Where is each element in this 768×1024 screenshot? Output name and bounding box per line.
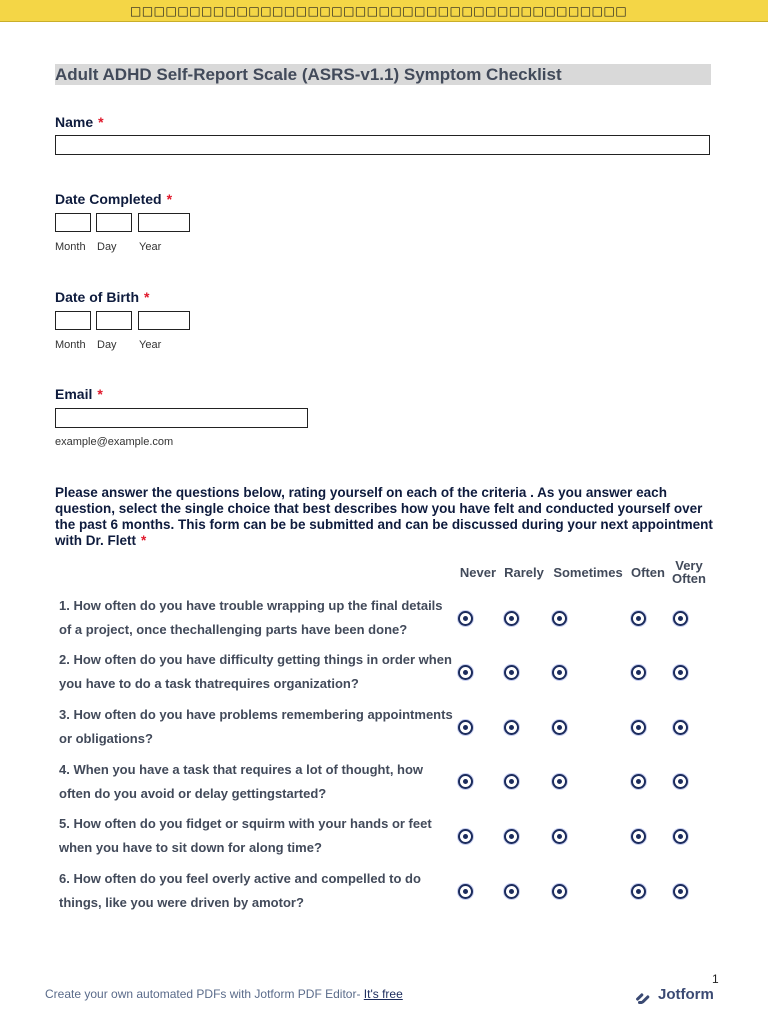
radio-very-often[interactable] xyxy=(673,665,688,680)
question-text: 5. How often do you fidget or squirm with your hands or feet when you have to sit down for along time? xyxy=(59,816,432,855)
column-header-never: Never xyxy=(459,565,497,580)
radio-rarely[interactable] xyxy=(504,665,519,680)
radio-never[interactable] xyxy=(458,665,473,680)
radio-very-often[interactable] xyxy=(673,829,688,844)
radio-very-often[interactable] xyxy=(673,774,688,789)
date-of-birth-label xyxy=(55,289,149,305)
radio-rarely[interactable] xyxy=(504,829,519,844)
column-header-very-often: Very Often xyxy=(672,558,706,586)
column-header-often: Often xyxy=(631,565,665,580)
jotform-logo-icon xyxy=(634,987,654,1005)
radio-often[interactable] xyxy=(631,884,646,899)
its-free-link[interactable]: It's free xyxy=(363,987,403,1001)
radio-often[interactable] xyxy=(631,665,646,680)
radio-sometimes[interactable] xyxy=(552,774,567,789)
question-text: 2. How often do you have difficulty getting things in order when you have to do a task thatrequires organization? xyxy=(59,652,452,691)
column-header-rarely: Rarely xyxy=(504,565,544,580)
question-text: 4. When you have a task that requires a lot of thought, how often do you avoid or delay gettingstarted? xyxy=(59,762,424,801)
radio-sometimes[interactable] xyxy=(552,611,567,626)
date-completed-label-text: Date Completed xyxy=(55,191,162,207)
date-of-birth-day-input[interactable] xyxy=(96,311,132,330)
date-completed-label xyxy=(55,191,172,207)
radio-often[interactable] xyxy=(631,829,646,844)
radio-never[interactable] xyxy=(458,611,473,626)
banner-text: □□□□□□□□□□□□□□□□□□□□□□□□□□□□□□□□□□□□□□□□□□ xyxy=(130,4,628,18)
date-of-birth-month-caption: Month xyxy=(55,339,86,351)
question-text: 6. How often do you feel overly active and compelled to do things, like you were driven by amotor? xyxy=(59,871,421,910)
top-banner xyxy=(0,0,768,22)
radio-never[interactable] xyxy=(458,884,473,899)
date-of-birth-label-text: Date of Birth xyxy=(55,289,139,305)
radio-very-often[interactable] xyxy=(673,611,688,626)
radio-sometimes[interactable] xyxy=(552,720,567,735)
radio-rarely[interactable] xyxy=(504,774,519,789)
radio-often[interactable] xyxy=(631,774,646,789)
date-completed-year-input[interactable] xyxy=(138,213,190,232)
email-label xyxy=(55,386,103,402)
name-input[interactable] xyxy=(55,135,710,155)
name-label-text: Name xyxy=(55,114,94,130)
date-completed-day-caption: Day xyxy=(97,241,117,253)
date-of-birth-year-input[interactable] xyxy=(138,311,190,330)
radio-very-often[interactable] xyxy=(673,884,688,899)
name-label xyxy=(55,114,104,130)
radio-often[interactable] xyxy=(631,611,646,626)
scale-instructions xyxy=(55,485,715,549)
question-text: 3. How often do you have problems remembering appointments or obligations? xyxy=(59,707,453,746)
required-marker: * xyxy=(166,191,173,207)
radio-very-often[interactable] xyxy=(673,720,688,735)
date-completed-month-caption: Month xyxy=(55,241,86,253)
date-of-birth-month-input[interactable] xyxy=(55,311,91,330)
instructions-text: Please answer the questions below, rating yourself on each of the criteria . As you answer each question, select the single choice that best describes how you have felt and conducted yourself over the past 6 months. This form can be be submitted and can be discussed during your next appointment with Dr. Flett xyxy=(55,485,713,548)
form-title-bar xyxy=(55,64,711,85)
radio-rarely[interactable] xyxy=(504,611,519,626)
radio-sometimes[interactable] xyxy=(552,829,567,844)
date-completed-day-input[interactable] xyxy=(96,213,132,232)
radio-often[interactable] xyxy=(631,720,646,735)
email-hint: example@example.com xyxy=(55,436,174,448)
question-text: 1. How often do you have trouble wrapping up the final details of a project, once thechallenging parts have been done? xyxy=(59,598,443,637)
radio-never[interactable] xyxy=(458,829,473,844)
required-marker: * xyxy=(141,533,147,548)
required-marker: * xyxy=(97,386,103,402)
required-marker: * xyxy=(144,289,150,305)
form-title: Adult ADHD Self-Report Scale (ASRS-v1.1) Symptom Checklist xyxy=(55,65,562,84)
date-of-birth-year-caption: Year xyxy=(139,339,162,351)
page-number: 1 xyxy=(712,972,719,986)
footer-promo xyxy=(45,987,403,1001)
date-completed-month-input[interactable] xyxy=(55,213,91,232)
email-label-text: Email xyxy=(55,386,93,402)
radio-never[interactable] xyxy=(458,774,473,789)
radio-rarely[interactable] xyxy=(504,720,519,735)
required-marker: * xyxy=(98,114,104,130)
date-completed-year-caption: Year xyxy=(139,241,162,253)
column-header-sometimes: Sometimes xyxy=(553,565,623,580)
date-of-birth-day-caption: Day xyxy=(97,339,117,351)
radio-sometimes[interactable] xyxy=(552,884,567,899)
radio-never[interactable] xyxy=(458,720,473,735)
radio-sometimes[interactable] xyxy=(552,665,567,680)
jotform-logo-text: Jotform xyxy=(658,986,714,1003)
radio-rarely[interactable] xyxy=(504,884,519,899)
footer-promo-text: Create your own automated PDFs with Jotform PDF Editor- xyxy=(45,987,364,1001)
email-input[interactable] xyxy=(55,408,308,428)
